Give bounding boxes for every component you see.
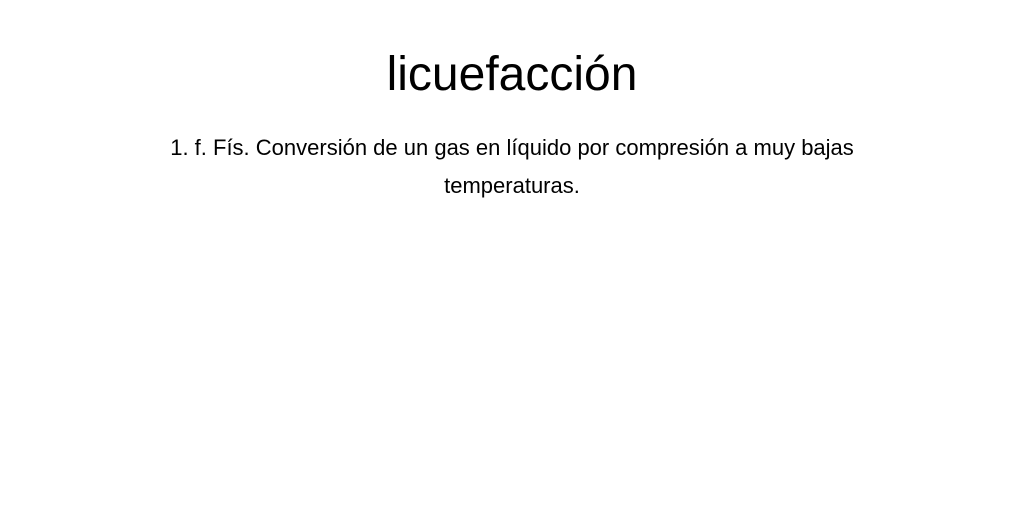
headword: licuefacción xyxy=(386,48,638,101)
definition-text: 1. f. Fís. Conversión de un gas en líquido por compresión a muy bajas temperaturas. xyxy=(170,135,854,198)
dictionary-entry xyxy=(0,0,1024,205)
